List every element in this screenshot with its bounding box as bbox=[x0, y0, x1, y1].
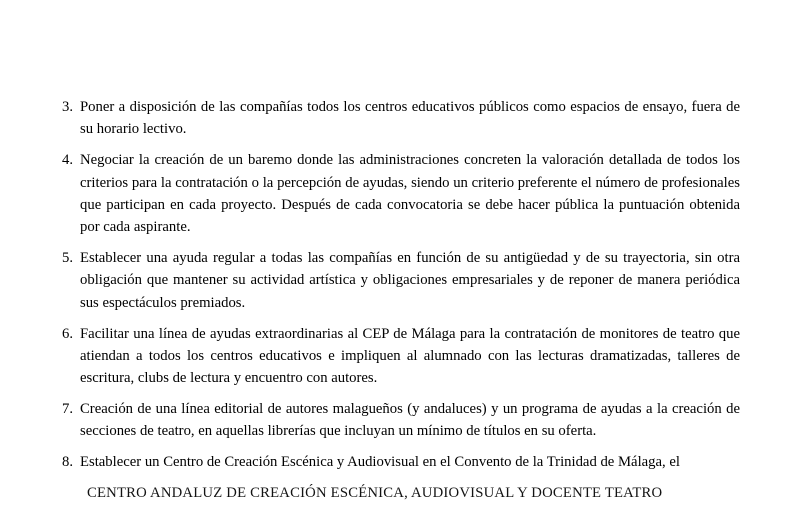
list-item-text: Poner a disposición de las compañías todos los centros educativos públicos como espacios de ensayo, fuera de su horario lectivo. bbox=[80, 99, 740, 138]
list-item-number: 4. bbox=[61, 152, 73, 169]
list-item bbox=[56, 149, 740, 238]
list-item-number: 3. bbox=[61, 99, 73, 115]
list-item-number: 8. bbox=[61, 454, 73, 471]
list-item-number: 5. bbox=[61, 250, 73, 267]
list-item-number: 7. bbox=[61, 401, 73, 418]
list-item-text: Facilitar una línea de ayudas extraordinarias al CEP de Málaga para la contratación de monitores de teatro que atiendan a todos los centros educativos e impliquen al alumnado con las lecturas dramatizadas, talleres de escritura, clubs de lectura y encuentro con autores. bbox=[80, 325, 740, 387]
list-item-text: Creación de una línea editorial de autores malagueños (y andaluces) y un programa de ayudas a la creación de secciones de teatro, en aquellas librerías que incluyan un mínimo de títulos en su oferta. bbox=[80, 401, 740, 440]
list-item-text: Establecer un Centro de Creación Escénica y Audiovisual en el Convento de la Trinidad de Málaga, el bbox=[80, 454, 680, 471]
list-item-number: 6. bbox=[61, 325, 73, 342]
list-item bbox=[56, 451, 740, 473]
list-item bbox=[56, 247, 740, 314]
list-item-text: Negociar la creación de un baremo donde las administraciones concreten la valoración detallada de todos los criterios para la contratación o la percepción de ayudas, siendo un criterio preferente el número de profesionales que participan en cada proyecto. Después de cada convocatoria se debe hacer pública la puntuación obtenida por cada aspirante. bbox=[80, 152, 740, 236]
list-item bbox=[56, 323, 740, 390]
list-item-text: Establecer una ayuda regular a todas las compañías en función de su antigüedad y de su trayectoria, sin otra obligación que mantener su actividad artística y obligaciones empresariales y de reponer de manera periódica sus espectáculos premiados. bbox=[80, 250, 740, 311]
numbered-list bbox=[56, 96, 740, 474]
list-item bbox=[56, 96, 740, 141]
cut-off-text-line: CENTRO ANDALUZ DE CREACIÓN ESCÉNICA, AUDIOVISUAL Y DOCENTE TEATRO bbox=[87, 485, 663, 502]
list-item bbox=[56, 398, 740, 443]
